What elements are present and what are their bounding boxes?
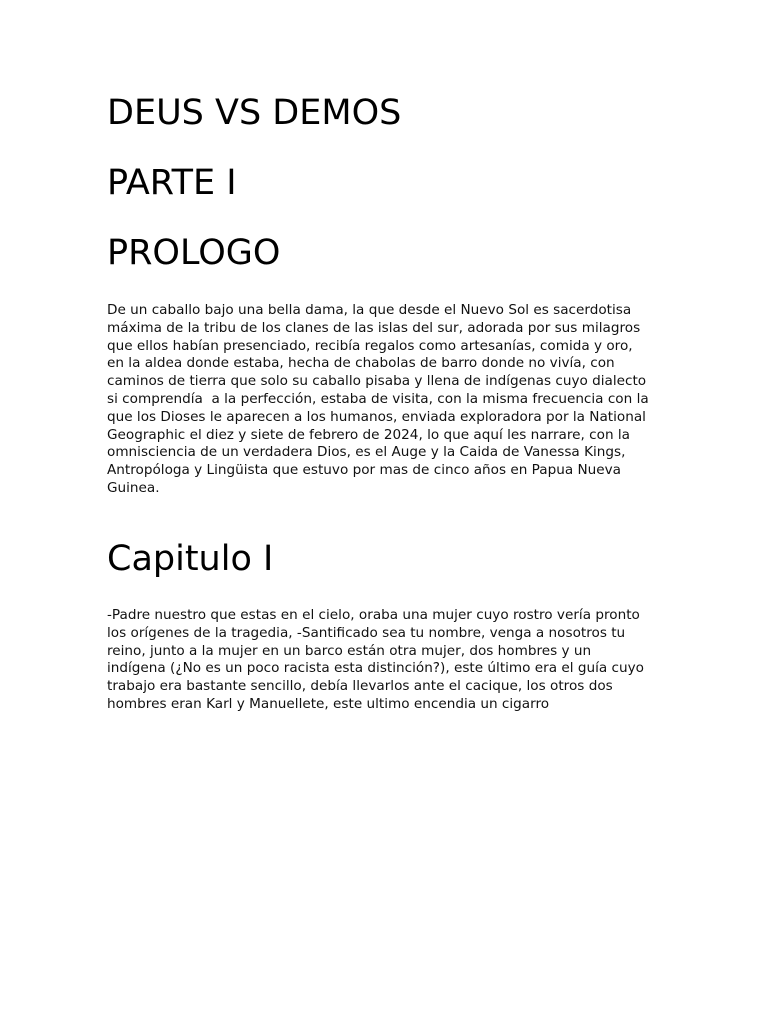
prologue-line: Guinea. [107,479,160,496]
prologue-line: que los Dioses le aparecen a los humanos, enviada exploradora por la National [107,408,646,425]
prologue-line: Antropóloga y Lingüista que estuvo por mas de cinco años en Papua Nueva [107,462,622,479]
prologue-line: que ellos habían presenciado, recibía regalos como artesanías, comida y oro, [107,337,633,354]
document-title: DEUS VS DEMOS [107,93,402,133]
part-heading: PARTE I [107,163,237,203]
prologue-line: De un caballo bajo una bella dama, la que desde el Nuevo Sol es sacerdotisa [107,302,632,318]
prologue-line: omnisciencia de un verdadera Dios, es el Auge y la Caida de Vanessa Kings, [107,444,626,461]
prologue-line: en la aldea donde estaba, hecha de chabolas de barro donde no vivía, con [107,355,615,372]
chapter-line: reino, junto a la mujer en un barco están otra mujer, dos hombres y un [107,642,592,659]
prologue-line: si comprendía a la perfección, estaba de visita, con la misma frecuencia con la [107,390,649,407]
prologue-line: máxima de la tribu de los clanes de las islas del sur, adorada por sus milagros [107,319,641,336]
prologue-line: Geographic el diez y siete de febrero de 2024, lo que aquí les narrare, con la [107,426,630,443]
chapter-line: indígena (¿No es un poco racista esta distinción?), este último era el guía cuyo [107,660,644,677]
chapter-line: trabajo era bastante sencillo, debía llevarlos ante el cacique, los otros dos [107,678,613,695]
chapter-heading: Capitulo I [107,539,274,579]
chapter-line: los orígenes de la tragedia, -Santificado sea tu nombre, venga a nosotros tu [107,624,626,641]
prologue-paragraph [107,302,667,498]
prologue-line: caminos de tierra que solo su caballo pisaba y llena de indígenas cuyo dialecto [107,373,647,390]
chapter-line: hombres eran Karl y Manuellete, este ultimo encendia un cigarro [107,695,550,712]
chapter-paragraph [107,607,667,714]
chapter-line: -Padre nuestro que estas en el cielo, oraba una mujer cuyo rostro vería pronto [107,607,640,623]
prologue-heading: PROLOGO [107,233,281,273]
